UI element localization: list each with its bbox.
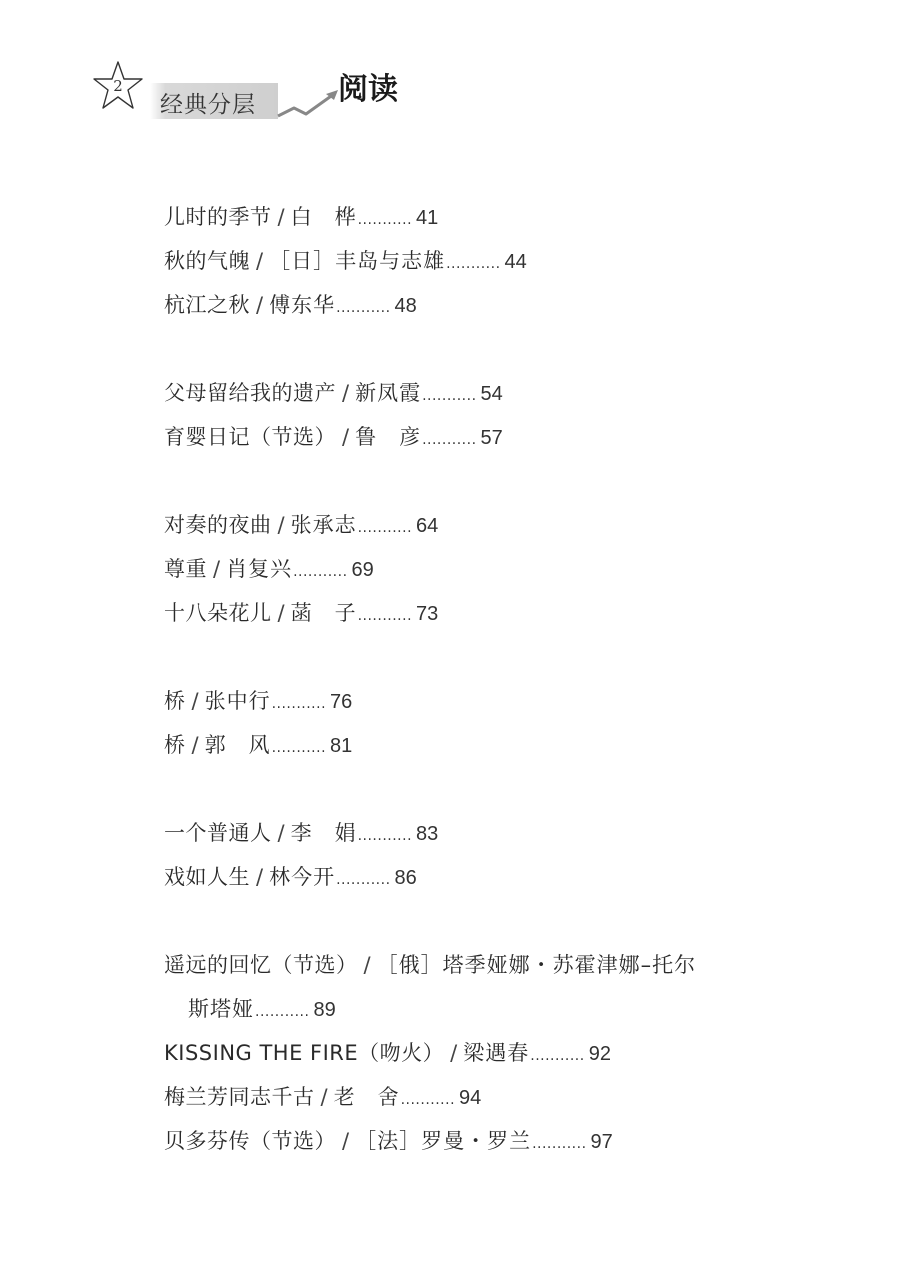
series-label: 经典分层	[160, 92, 256, 118]
toc-group	[164, 679, 804, 767]
toc-entry[interactable]	[164, 723, 804, 767]
entry-title: 十八朵花儿	[164, 601, 272, 625]
entry-page: 54	[480, 383, 503, 405]
entry-author: 新凤霞	[355, 381, 422, 405]
toc-entry[interactable]	[164, 679, 804, 723]
entry-page: 73	[416, 603, 439, 625]
entry-title: 秋的气魄	[164, 249, 250, 273]
entry-author: 梁遇春	[463, 1041, 530, 1065]
leader-dots: ...........	[336, 872, 391, 888]
entry-title: 儿时的季节	[164, 205, 272, 229]
entry-title: 遥远的回忆（节选）	[164, 953, 358, 977]
entry-page: 81	[330, 735, 353, 757]
entry-author: 老 舍	[333, 1085, 400, 1109]
entry-author: 林今开	[269, 865, 336, 889]
entry-title: 桥	[164, 689, 186, 713]
toc-entry[interactable]	[164, 855, 804, 899]
toc-entry[interactable]	[164, 811, 804, 855]
entry-author-continued: 斯塔娅	[188, 997, 254, 1021]
toc-entry[interactable]	[164, 371, 804, 415]
leader-dots: ...........	[357, 828, 413, 844]
toc-group	[164, 943, 804, 1163]
entry-author: ［法］罗曼・罗兰	[355, 1129, 532, 1153]
separator: /	[320, 1085, 328, 1109]
entry-author: 郭 风	[204, 733, 271, 757]
entry-page: 83	[416, 823, 439, 845]
leader-dots: ...........	[357, 212, 413, 228]
toc-entry[interactable]	[164, 195, 804, 239]
toc-entry[interactable]	[164, 547, 804, 591]
entry-title: 一个普通人	[164, 821, 272, 845]
separator: /	[342, 1129, 350, 1153]
toc-entry[interactable]	[164, 1119, 804, 1163]
page-number: 2	[113, 77, 123, 95]
entry-author: 肖复兴	[226, 557, 293, 581]
separator: /	[256, 293, 264, 317]
leader-dots: ...........	[532, 1136, 587, 1152]
entry-author: 菡 子	[290, 601, 357, 625]
toc-entry[interactable]	[164, 943, 804, 987]
leader-dots: ...........	[422, 388, 477, 404]
entry-author: 李 娟	[290, 821, 357, 845]
leader-dots: ...........	[422, 432, 477, 448]
entry-title: 育婴日记（节选）	[164, 425, 336, 449]
trend-arrow-icon	[276, 86, 342, 122]
entry-page: 57	[480, 427, 503, 449]
leader-dots: ...........	[530, 1048, 585, 1064]
entry-page: 97	[590, 1131, 613, 1153]
entry-title: 对奏的夜曲	[164, 513, 272, 537]
entry-page: 41	[416, 207, 439, 229]
leader-dots: ...........	[336, 300, 391, 316]
separator: /	[342, 381, 350, 405]
page-header	[0, 0, 900, 140]
toc-group	[164, 811, 804, 899]
separator: /	[277, 821, 285, 845]
entry-title: 贝多芬传（节选）	[164, 1129, 336, 1153]
leader-dots: ...........	[446, 256, 501, 272]
leader-dots: ...........	[271, 740, 327, 756]
separator: /	[277, 601, 285, 625]
entry-author: ［日］丰岛与志雄	[269, 249, 446, 273]
entry-title: KISSING THE FIRE（吻火）	[164, 1041, 445, 1065]
separator: /	[191, 689, 199, 713]
leader-dots: ...........	[293, 564, 348, 580]
entry-page: 76	[330, 691, 353, 713]
entry-title: 尊重	[164, 557, 207, 581]
separator: /	[256, 865, 264, 889]
toc-group	[164, 371, 804, 459]
entry-author: 傅东华	[269, 293, 336, 317]
separator: /	[191, 733, 199, 757]
separator: /	[213, 557, 221, 581]
separator: /	[256, 249, 264, 273]
entry-page: 64	[416, 515, 439, 537]
entry-author: 张中行	[204, 689, 271, 713]
entry-author: ［俄］塔季娅娜・苏霍津娜–托尔	[376, 953, 697, 977]
entry-author: 鲁 彦	[355, 425, 422, 449]
entry-page: 86	[394, 867, 417, 889]
toc-entry[interactable]	[164, 1075, 804, 1119]
toc-entry[interactable]	[164, 503, 804, 547]
entry-title: 父母留给我的遗产	[164, 381, 336, 405]
leader-dots: ...........	[255, 1004, 310, 1020]
separator: /	[277, 513, 285, 537]
toc-entry[interactable]	[164, 283, 804, 327]
toc-group	[164, 503, 804, 635]
entry-page: 89	[313, 999, 336, 1021]
entry-page: 94	[459, 1087, 482, 1109]
toc-entry[interactable]	[164, 239, 804, 283]
entry-title: 戏如人生	[164, 865, 250, 889]
separator: /	[363, 953, 371, 977]
table-of-contents	[164, 195, 804, 1207]
separator: /	[450, 1041, 458, 1065]
entry-page: 69	[351, 559, 374, 581]
entry-page: 48	[394, 295, 417, 317]
toc-entry-continuation[interactable]	[164, 987, 804, 1031]
toc-entry[interactable]	[164, 591, 804, 635]
entry-title: 桥	[164, 733, 186, 757]
leader-dots: ...........	[357, 608, 413, 624]
toc-entry[interactable]	[164, 415, 804, 459]
entry-page: 92	[588, 1043, 611, 1065]
entry-author: 白 桦	[290, 205, 357, 229]
separator: /	[277, 205, 285, 229]
entry-title: 梅兰芳同志千古	[164, 1085, 315, 1109]
leader-dots: ...........	[271, 696, 327, 712]
entry-page: 44	[504, 251, 527, 273]
entry-author: 张承志	[290, 513, 357, 537]
separator: /	[342, 425, 350, 449]
section-title: 阅读	[338, 72, 398, 107]
leader-dots: ...........	[400, 1092, 456, 1108]
toc-entry[interactable]	[164, 1031, 804, 1075]
leader-dots: ...........	[357, 520, 413, 536]
entry-title: 杭江之秋	[164, 293, 250, 317]
toc-group	[164, 195, 804, 327]
